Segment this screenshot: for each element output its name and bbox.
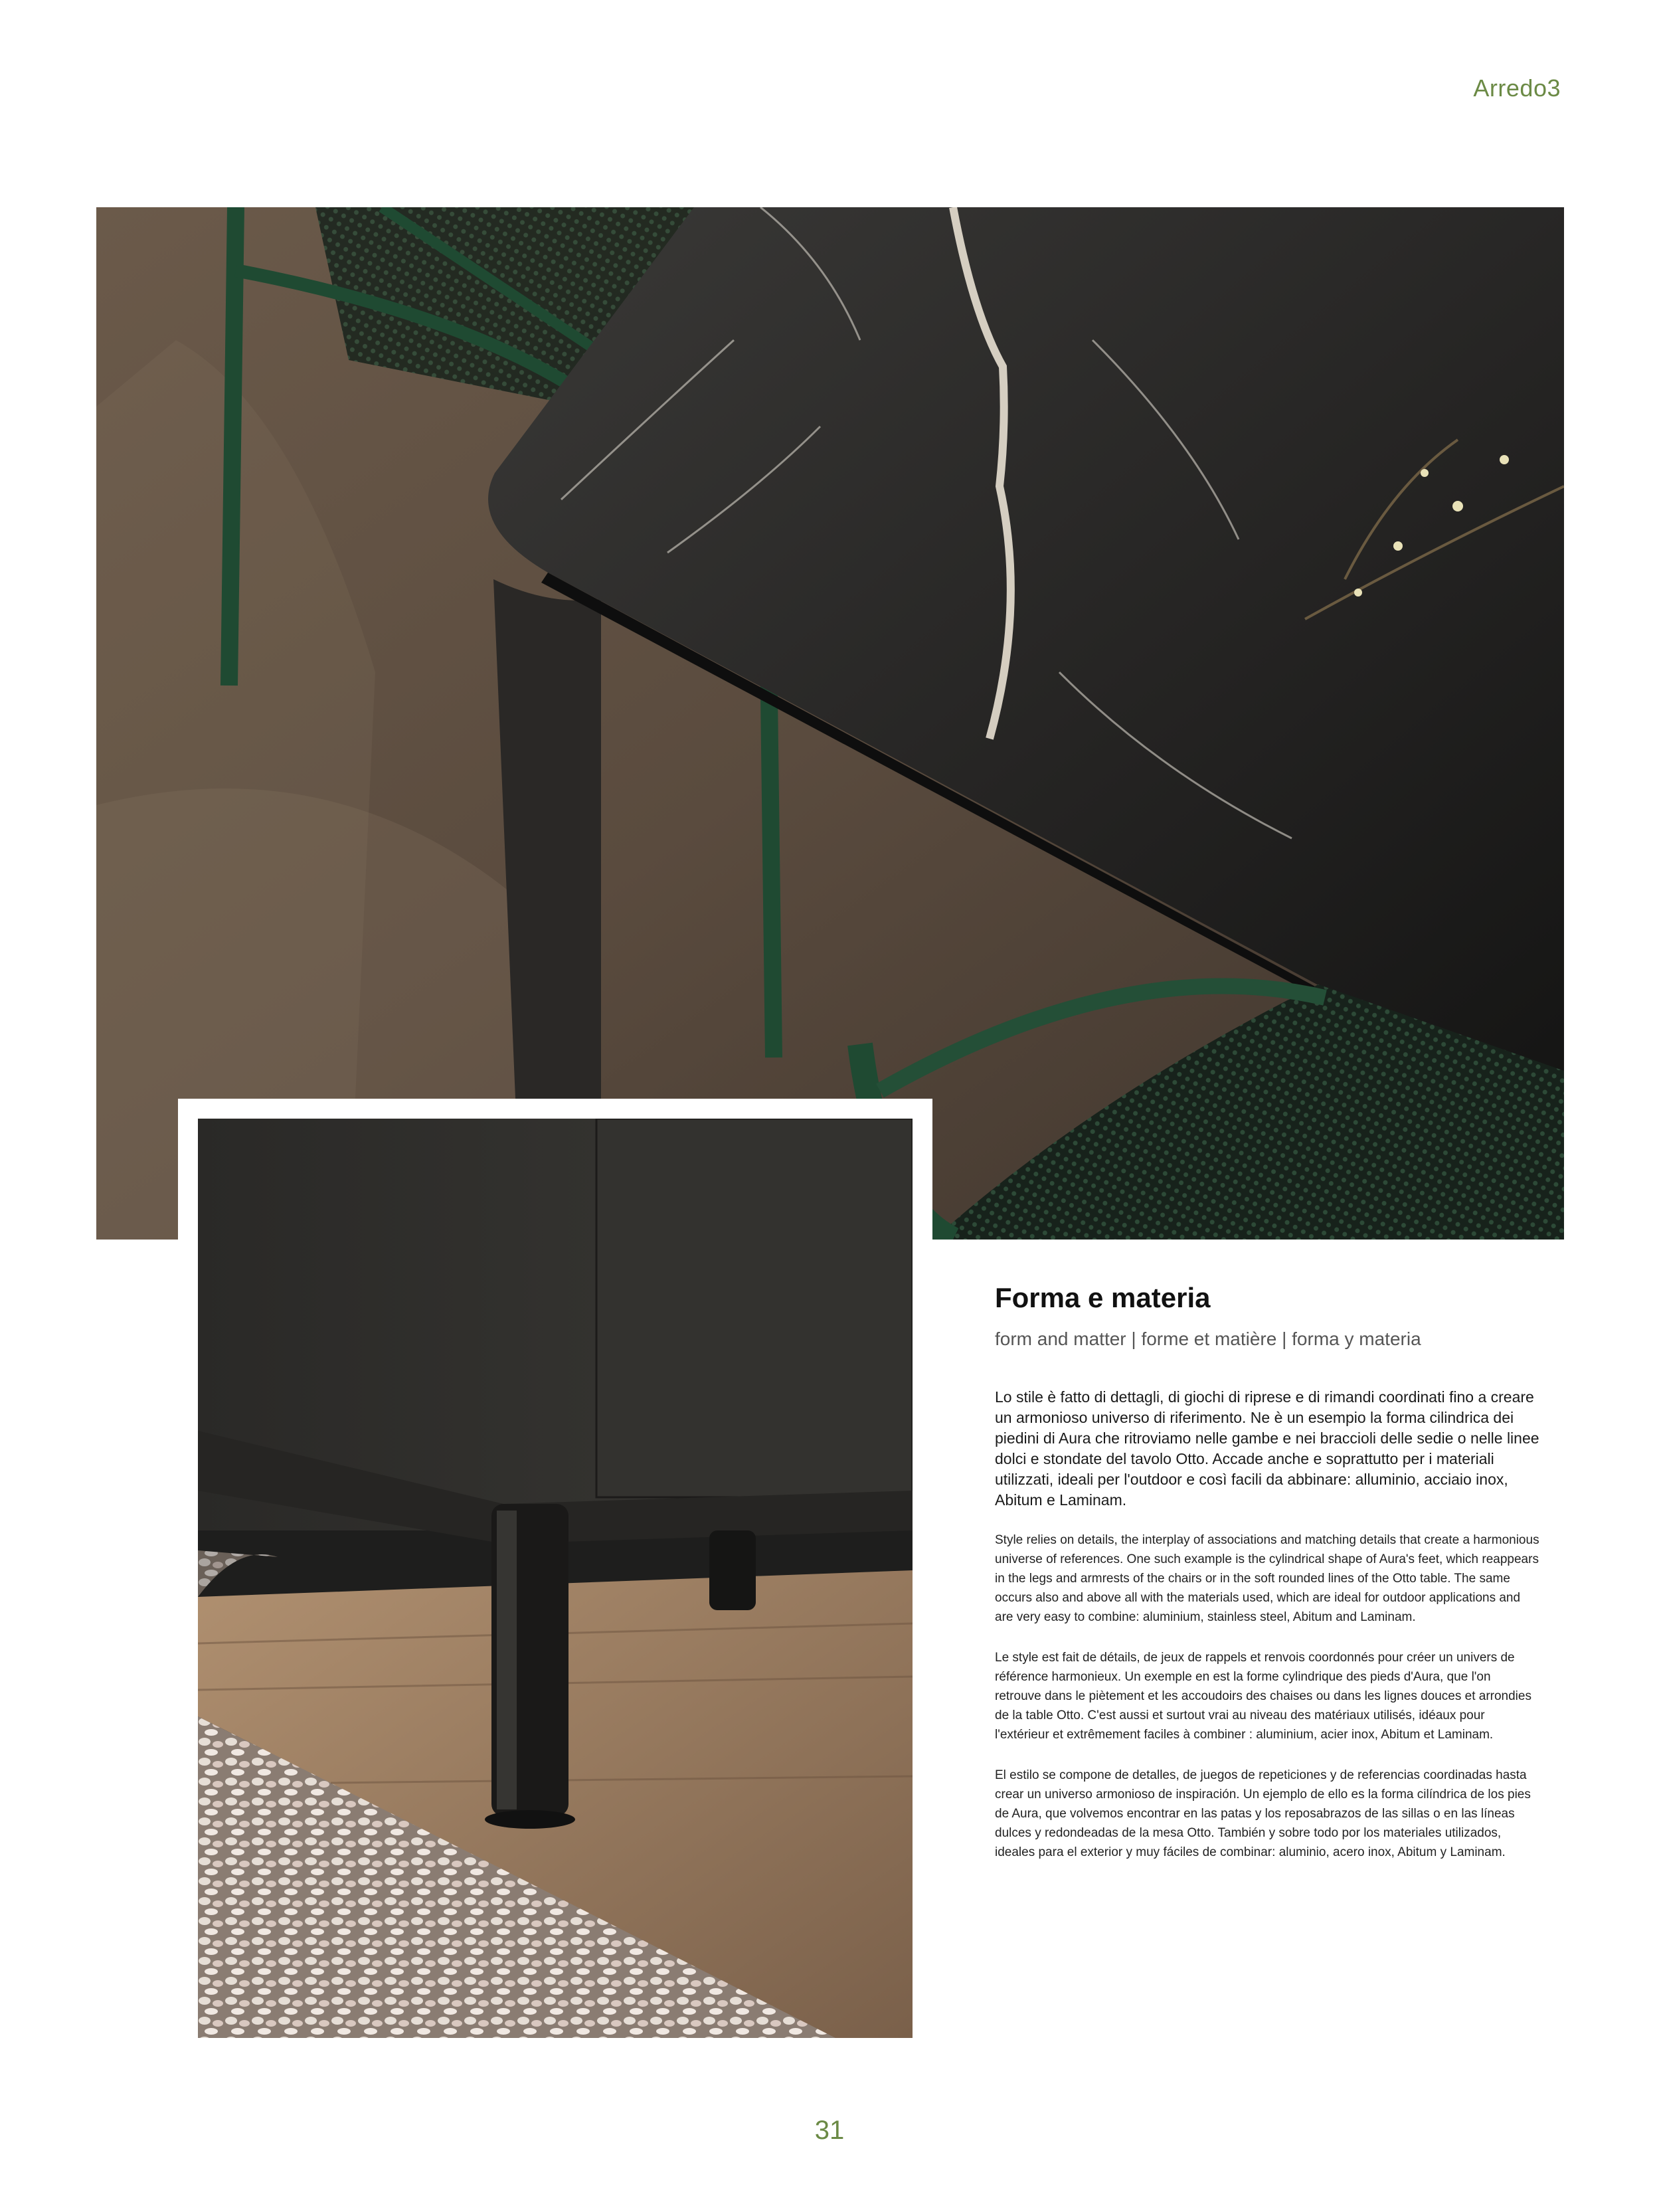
inset-photo: [198, 1119, 913, 2038]
paragraph-english: Style relies on details, the interplay of associations and matching details that create a harmonious universe of references. One such example is the cylindrical shape of Aura's feet, which reappears in the legs and armrests of the chairs or in the soft rounded lines of the Otto table. The same occurs also and above all with the materials used, which are ideal for outdoor applications and are very easy to combine: aluminium, stainless steel, Abitum and Laminam.: [995, 1533, 1539, 1624]
main-photo: [96, 207, 1564, 1240]
article-text: [995, 1282, 1539, 1883]
paragraph-spanish: El estilo se compone de detalles, de juegos de repeticiones y de referencias coordinadas hasta crear un universo armonioso de inspiración. Un ejemplo de ello es la forma cilíndrica de los pies de Aura, que volvemos encontrar en las patas y los reposabrazos de las sillas o en las líneas dulces y redondeadas de la mesa Otto. También y sobre todo por los materiales utilizados, ideales para el exterior y muy fáciles de combinar: aluminio, acero inox, Abitum y Laminam.: [995, 1768, 1531, 1859]
article-subtitle: form and matter | forme et matière | forma y materia: [995, 1329, 1421, 1349]
brand-logo: Arredo3: [1473, 74, 1561, 102]
page-number: 31: [814, 2116, 845, 2145]
article-title: Forma e materia: [995, 1282, 1211, 1313]
table-and-chairs-image: [96, 207, 1564, 1240]
paragraph-french: Le style est fait de détails, de jeux de rappels et renvois coordonnés pour créer un univers de référence harmonieux. Un exemple en est la forme cylindrique des pieds d'Aura, que l'on retrouve dans le piètement et les accoudoirs des chaises ou dans les lignes douces et arrondies de la table Otto. C'est aussi et surtout vrai au niveau des matériaux utilisés, idéaux pour l'extérieur et extrêmement faciles à combiner : aluminium, acier inox, Abitum et Laminam.: [995, 1651, 1531, 1742]
paragraph-italian: Lo stile è fatto di dettagli, di giochi di riprese e di rimandi coordinati fino a creare un armonioso universo di riferimento. Ne è un esempio la forma cilindrica dei piedini di Aura che ritroviamo nelle gambe e nei braccioli delle sedie o nelle linee dolci e stondate del tavolo Otto. Accade anche e soprattutto per i materiali utilizzati, ideali per l'outdoor e così facili da abbinare: alluminio, acciaio inox, Abitum e Laminam.: [995, 1388, 1539, 1509]
cabinet-feet-image: [198, 1119, 913, 2038]
